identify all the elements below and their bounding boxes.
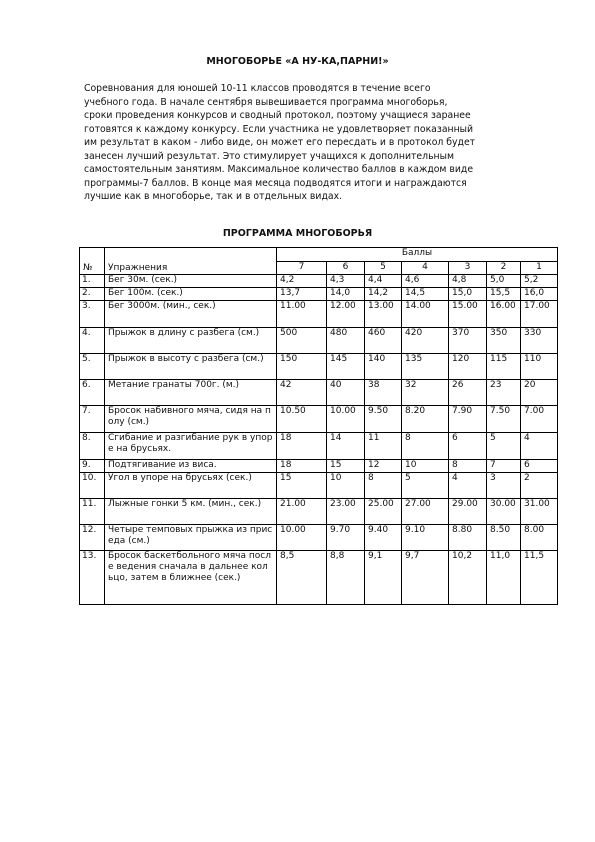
- points-cell: 145: [327, 354, 365, 380]
- points-cell: 8.00: [521, 525, 558, 551]
- points-cell: 330: [521, 328, 558, 354]
- points-cell: 3: [487, 473, 521, 499]
- points-column-header: 3: [449, 262, 487, 275]
- points-column-header: 2: [487, 262, 521, 275]
- points-cell: 110: [521, 354, 558, 380]
- points-cell: 480: [327, 328, 365, 354]
- points-cell: 4,8: [449, 275, 487, 288]
- points-cell: 4,3: [327, 275, 365, 288]
- points-cell: 10: [327, 473, 365, 499]
- table-row: [80, 499, 558, 525]
- header-points: Баллы: [277, 248, 558, 262]
- exercise-name: Прыжок в высоту с разбега (см.): [105, 354, 277, 380]
- table-body: [80, 275, 558, 605]
- table-row: [80, 328, 558, 354]
- points-cell: 11,5: [521, 551, 558, 605]
- points-cell: 29.00: [449, 499, 487, 525]
- points-cell: 15: [277, 473, 327, 499]
- points-cell: 350: [487, 328, 521, 354]
- points-cell: 9.50: [365, 406, 402, 433]
- points-cell: 10: [402, 460, 449, 473]
- intro-paragraph: [84, 82, 554, 204]
- points-cell: 8: [402, 433, 449, 460]
- points-cell: 15,0: [449, 288, 487, 301]
- paragraph-line: учебного года. В начале сентября вывешивается программа многоборья,: [84, 96, 448, 108]
- paragraph-line: занесен лучший результат. Это стимулирует учащихся к дополнительным: [84, 150, 454, 162]
- points-cell: 6: [521, 460, 558, 473]
- paragraph-line: сроки проведения конкурсов и сводный протокол, поэтому учащиеся заранее: [84, 110, 471, 121]
- points-cell: 9.40: [365, 525, 402, 551]
- points-cell: 11.00: [277, 301, 327, 328]
- points-cell: 7.50: [487, 406, 521, 433]
- row-number: 12.: [80, 525, 105, 551]
- points-cell: 26: [449, 380, 487, 406]
- points-cell: 420: [402, 328, 449, 354]
- exercise-name: Метание гранаты 700г. (м.): [105, 380, 277, 406]
- points-cell: 10.00: [277, 525, 327, 551]
- points-cell: 27.00: [402, 499, 449, 525]
- points-cell: 460: [365, 328, 402, 354]
- points-cell: 4,2: [277, 275, 327, 288]
- points-cell: 9,1: [365, 551, 402, 605]
- points-cell: 40: [327, 380, 365, 406]
- table-row: [80, 406, 558, 433]
- points-cell: 8.50: [487, 525, 521, 551]
- points-cell: 4,6: [402, 275, 449, 288]
- points-cell: 8: [365, 473, 402, 499]
- points-cell: 13,7: [277, 288, 327, 301]
- table-title: ПРОГРАММА МНОГОБОРЬЯ: [222, 228, 373, 239]
- exercise-name: Четыре темповых прыжка из приседа (см.): [105, 525, 277, 551]
- points-cell: 140: [365, 354, 402, 380]
- points-cell: 7.00: [521, 406, 558, 433]
- points-cell: 31.00: [521, 499, 558, 525]
- points-column-header: 7: [277, 262, 327, 275]
- table-row: [80, 301, 558, 328]
- exercise-name: Подтягивание из виса.: [105, 460, 277, 473]
- points-cell: 7: [487, 460, 521, 473]
- points-cell: 15: [327, 460, 365, 473]
- points-cell: 5,0: [487, 275, 521, 288]
- points-cell: 32: [402, 380, 449, 406]
- paragraph-line: им результат в каком - либо виде, он может его пересдать и в протокол будет: [84, 137, 476, 148]
- points-cell: 23: [487, 380, 521, 406]
- points-cell: 9,7: [402, 551, 449, 605]
- row-number: 8.: [80, 433, 105, 460]
- exercise-name: Угол в упоре на брусьях (сек.): [105, 473, 277, 499]
- points-cell: 16.00: [487, 301, 521, 328]
- exercise-name: Бег 3000м. (мин., сек.): [105, 301, 277, 328]
- points-column-header: 1: [521, 262, 558, 275]
- points-cell: 370: [449, 328, 487, 354]
- row-number: 13.: [80, 551, 105, 605]
- points-cell: 23.00: [327, 499, 365, 525]
- points-cell: 14: [327, 433, 365, 460]
- points-cell: 15,5: [487, 288, 521, 301]
- header-exercise: Упражнения: [105, 248, 277, 275]
- table-row: [80, 275, 558, 288]
- points-cell: 8.20: [402, 406, 449, 433]
- points-cell: 4,4: [365, 275, 402, 288]
- points-cell: 8,5: [277, 551, 327, 605]
- points-cell: 16,0: [521, 288, 558, 301]
- points-cell: 20: [521, 380, 558, 406]
- table-row: [80, 551, 558, 605]
- program-table: [79, 247, 558, 605]
- paragraph-line: лучшие как в многоборье, так и в отдельных видах.: [84, 191, 343, 202]
- points-cell: 120: [449, 354, 487, 380]
- points-cell: 5: [402, 473, 449, 499]
- points-cell: 500: [277, 328, 327, 354]
- table-row: [80, 433, 558, 460]
- points-cell: 6: [449, 433, 487, 460]
- points-column-header: 5: [365, 262, 402, 275]
- points-cell: 18: [277, 460, 327, 473]
- paragraph-line: готовятся к каждому конкурсу. Если участника не удовлетворяет показанный: [84, 123, 474, 135]
- row-number: 5.: [80, 354, 105, 380]
- exercise-name: Бег 30м. (сек.): [105, 275, 277, 288]
- table-row: [80, 380, 558, 406]
- row-number: 4.: [80, 328, 105, 354]
- table-row: [80, 473, 558, 499]
- points-cell: 115: [487, 354, 521, 380]
- points-column-header: 4: [402, 262, 449, 275]
- document-title: МНОГОБОРЬЕ «А НУ-КА,ПАРНИ!»: [206, 56, 389, 67]
- points-cell: 10,2: [449, 551, 487, 605]
- points-cell: 5: [487, 433, 521, 460]
- points-cell: 150: [277, 354, 327, 380]
- row-number: 7.: [80, 406, 105, 433]
- row-number: 9.: [80, 460, 105, 473]
- points-column-header: 6: [327, 262, 365, 275]
- points-cell: 14.00: [402, 301, 449, 328]
- paragraph-line: Соревнования для юношей 10-11 классов проводятся в течение всего: [84, 83, 431, 94]
- row-number: 1.: [80, 275, 105, 288]
- points-cell: 14,5: [402, 288, 449, 301]
- row-number: 6.: [80, 380, 105, 406]
- row-number: 3.: [80, 301, 105, 328]
- table-row: [80, 288, 558, 301]
- points-cell: 30.00: [487, 499, 521, 525]
- row-number: 11.: [80, 499, 105, 525]
- table-row: [80, 525, 558, 551]
- points-cell: 38: [365, 380, 402, 406]
- points-cell: 4: [449, 473, 487, 499]
- points-cell: 12: [365, 460, 402, 473]
- exercise-name: Прыжок в длину с разбега (см.): [105, 328, 277, 354]
- points-cell: 5,2: [521, 275, 558, 288]
- points-cell: 2: [521, 473, 558, 499]
- points-cell: 4: [521, 433, 558, 460]
- points-cell: 21.00: [277, 499, 327, 525]
- table-row: [80, 460, 558, 473]
- points-cell: 11: [365, 433, 402, 460]
- points-cell: 12.00: [327, 301, 365, 328]
- points-cell: 10.50: [277, 406, 327, 433]
- points-cell: 15.00: [449, 301, 487, 328]
- points-cell: 18: [277, 433, 327, 460]
- exercise-name: Бег 100м. (сек.): [105, 288, 277, 301]
- points-cell: 9.70: [327, 525, 365, 551]
- points-cell: 10.00: [327, 406, 365, 433]
- row-number: 2.: [80, 288, 105, 301]
- exercise-name: Сгибание и разгибание рук в упоре на брусьях.: [105, 433, 277, 460]
- points-cell: 14,2: [365, 288, 402, 301]
- points-cell: 14,0: [327, 288, 365, 301]
- points-cell: 8,8: [327, 551, 365, 605]
- points-cell: 7.90: [449, 406, 487, 433]
- table-row: [80, 354, 558, 380]
- points-cell: 13.00: [365, 301, 402, 328]
- points-cell: 17.00: [521, 301, 558, 328]
- exercise-name: Бросок набивного мяча, сидя на полу (см.): [105, 406, 277, 433]
- paragraph-line: программы-7 баллов. В конце мая месяца подводятся итоги и награждаются: [84, 177, 467, 189]
- points-cell: 8: [449, 460, 487, 473]
- points-cell: 9.10: [402, 525, 449, 551]
- exercise-name: Бросок баскетбольного мяча после ведения сначала в дальнее кольцо, затем в ближнее (сек.): [105, 551, 277, 605]
- points-cell: 135: [402, 354, 449, 380]
- row-number: 10.: [80, 473, 105, 499]
- points-cell: 42: [277, 380, 327, 406]
- exercise-name: Лыжные гонки 5 км. (мин., сек.): [105, 499, 277, 525]
- points-cell: 8.80: [449, 525, 487, 551]
- points-cell: 25.00: [365, 499, 402, 525]
- points-cell: 11,0: [487, 551, 521, 605]
- paragraph-line: самостоятельным занятиям. Максимальное количество баллов в каждом виде: [84, 164, 474, 175]
- header-number: №: [80, 248, 105, 275]
